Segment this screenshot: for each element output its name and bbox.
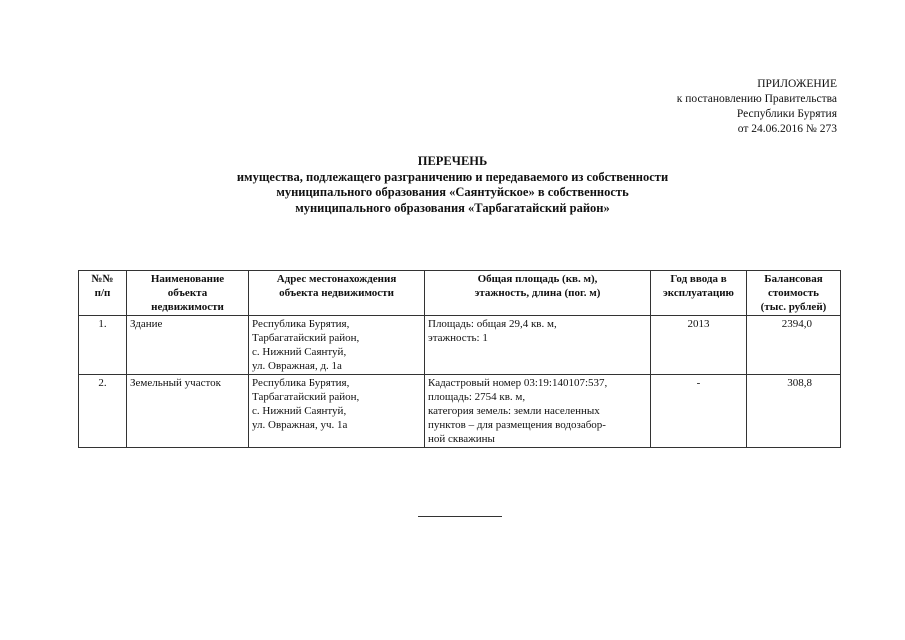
- footer-divider: [418, 516, 502, 517]
- header-cost: Балансовая стоимость (тыс. рублей): [747, 271, 841, 316]
- header-year: Год ввода в эксплуатацию: [651, 271, 747, 316]
- header-name: Наименование объекта недвижимости: [127, 271, 249, 316]
- row-number: 1.: [79, 316, 127, 375]
- row-address: Республика Бурятия, Тарбагатайский район, с. Нижний Саянтуй, ул. Овражная, д. 1а: [249, 316, 425, 375]
- table-row: [79, 316, 841, 375]
- row-address: Республика Бурятия, Тарбагатайский район, с. Нижний Саянтуй, ул. Овражная, уч. 1а: [249, 375, 425, 448]
- row-area: Площадь: общая 29,4 кв. м, этажность: 1: [425, 316, 651, 375]
- row-cost: 2394,0: [747, 316, 841, 375]
- table-row: [79, 375, 841, 448]
- row-cost: 308,8: [747, 375, 841, 448]
- document-title: [0, 154, 905, 216]
- appendix-date-number: от 24.06.2016 № 273: [737, 123, 837, 135]
- title-line-3: муниципального образования «Тарбагатайский район»: [295, 200, 610, 215]
- title-line-1: имущества, подлежащего разграничению и передаваемого из собственности: [236, 169, 669, 184]
- appendix-block: [677, 77, 837, 137]
- row-year: 2013: [651, 316, 747, 375]
- row-object-name: Земельный участок: [127, 375, 249, 448]
- row-year: -: [651, 375, 747, 448]
- appendix-resolution-line: к постановлению Правительства: [676, 93, 837, 105]
- title-line-2: муниципального образования «Саянтуйское» в собственность: [276, 185, 629, 199]
- title-heading: ПЕРЕЧЕНЬ: [417, 154, 488, 168]
- appendix-title: ПРИЛОЖЕНИЕ: [757, 78, 837, 90]
- table-header-row: [79, 271, 841, 316]
- header-area: Общая площадь (кв. м), этажность, длина (пог. м): [425, 271, 651, 316]
- row-object-name: Здание: [127, 316, 249, 375]
- row-number: 2.: [79, 375, 127, 448]
- row-area: Кадастровый номер 03:19:140107:537, площадь: 2754 кв. м, категория земель: земли населенных пунктов – для размещения водозабор- ной скважины: [425, 375, 651, 448]
- header-address: Адрес местонахождения объекта недвижимости: [249, 271, 425, 316]
- appendix-republic-line: Республики Бурятия: [736, 108, 837, 120]
- property-table: [78, 270, 841, 448]
- header-number: №№ п/п: [79, 271, 127, 316]
